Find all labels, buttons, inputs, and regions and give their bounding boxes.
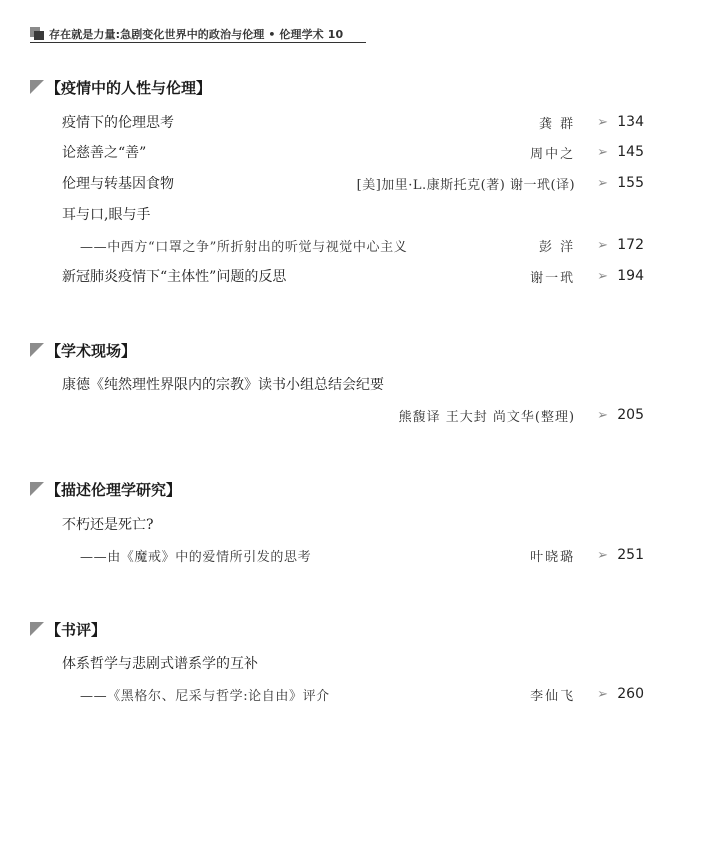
entry-subtitle: ——由《魔戒》中的爱情所引发的思考	[80, 549, 312, 565]
entry-subtitle: ——中西方“口罩之争”所折射出的听觉与视觉中心主义	[80, 239, 408, 255]
toc-entry[interactable]	[62, 265, 644, 287]
section-title	[30, 478, 181, 500]
entry-author: 周中之	[530, 146, 576, 162]
toc-entry[interactable]	[62, 111, 644, 133]
page-number: 194	[617, 268, 644, 284]
entry-title: 疫情下的伦理思考	[62, 115, 174, 131]
section-title	[30, 76, 211, 98]
toc-entry[interactable]	[62, 234, 644, 256]
entry-title: 耳与口,眼与手	[62, 207, 151, 223]
page-number: 134	[617, 114, 644, 130]
entry-title: 康德《纯然理性界限内的宗教》读书小组总结会纪要	[62, 377, 384, 393]
toc-entry-title-line[interactable]	[62, 513, 644, 535]
toc-entry-title-line[interactable]	[62, 203, 644, 225]
entry-author: 谢一玳	[530, 270, 576, 286]
arrow-icon: ➢	[597, 686, 608, 702]
triangle-marker-icon	[30, 343, 44, 357]
arrow-icon: ➢	[597, 268, 608, 284]
page-number: 251	[617, 547, 644, 563]
toc-entry[interactable]	[62, 172, 644, 194]
arrow-icon: ➢	[597, 144, 608, 160]
running-header	[30, 26, 366, 43]
section-title-text: 【书评】	[46, 620, 107, 639]
entry-subtitle: ——《黑格尔、尼采与哲学:论自由》评介	[80, 688, 330, 704]
entry-title: 论慈善之“善”	[62, 145, 147, 161]
section-title-text: 【描述伦理学研究】	[46, 480, 182, 499]
section-title-text: 【疫情中的人性与伦理】	[46, 78, 212, 97]
triangle-marker-icon	[30, 482, 44, 496]
toc-entry-title-line[interactable]	[62, 373, 644, 395]
toc-entry[interactable]	[62, 544, 644, 566]
entry-author: 熊馥译 王大封 尚文华(整理)	[398, 409, 576, 425]
entry-author: 李仙飞	[530, 688, 576, 704]
entry-title: 新冠肺炎疫情下“主体性”问题的反思	[62, 269, 287, 285]
triangle-marker-icon	[30, 80, 44, 94]
triangle-marker-icon	[30, 622, 44, 636]
section-title	[30, 618, 106, 640]
page-number: 172	[617, 237, 644, 253]
page-number: 205	[617, 407, 644, 423]
header-squares-icon	[30, 27, 44, 40]
page-number: 260	[617, 686, 644, 702]
arrow-icon: ➢	[597, 114, 608, 130]
entry-title: 伦理与转基因食物	[62, 176, 174, 192]
toc-entry[interactable]	[62, 683, 644, 705]
page-number: 145	[617, 144, 644, 160]
entry-author: 龚 群	[538, 116, 576, 132]
entry-author: [美]加里·L.康斯托克(著) 谢一玳(译)	[356, 177, 576, 193]
entry-author: 叶晓璐	[530, 549, 576, 565]
arrow-icon: ➢	[597, 547, 608, 563]
entry-title: 不朽还是死亡?	[62, 517, 154, 533]
section-title-text: 【学术现场】	[46, 341, 137, 360]
arrow-icon: ➢	[597, 237, 608, 253]
entry-author: 彭 洋	[538, 239, 576, 255]
arrow-icon: ➢	[597, 407, 608, 423]
toc-entry[interactable]	[62, 141, 644, 163]
arrow-icon: ➢	[597, 175, 608, 191]
page-number: 155	[617, 175, 644, 191]
toc-entry-title-line[interactable]	[62, 652, 644, 674]
section-title	[30, 339, 136, 361]
header-text: 存在就是力量:急剧变化世界中的政治与伦理 • 伦理学术 10	[49, 28, 344, 41]
entry-title: 体系哲学与悲剧式谱系学的互补	[62, 656, 258, 672]
toc-entry[interactable]	[62, 404, 644, 426]
